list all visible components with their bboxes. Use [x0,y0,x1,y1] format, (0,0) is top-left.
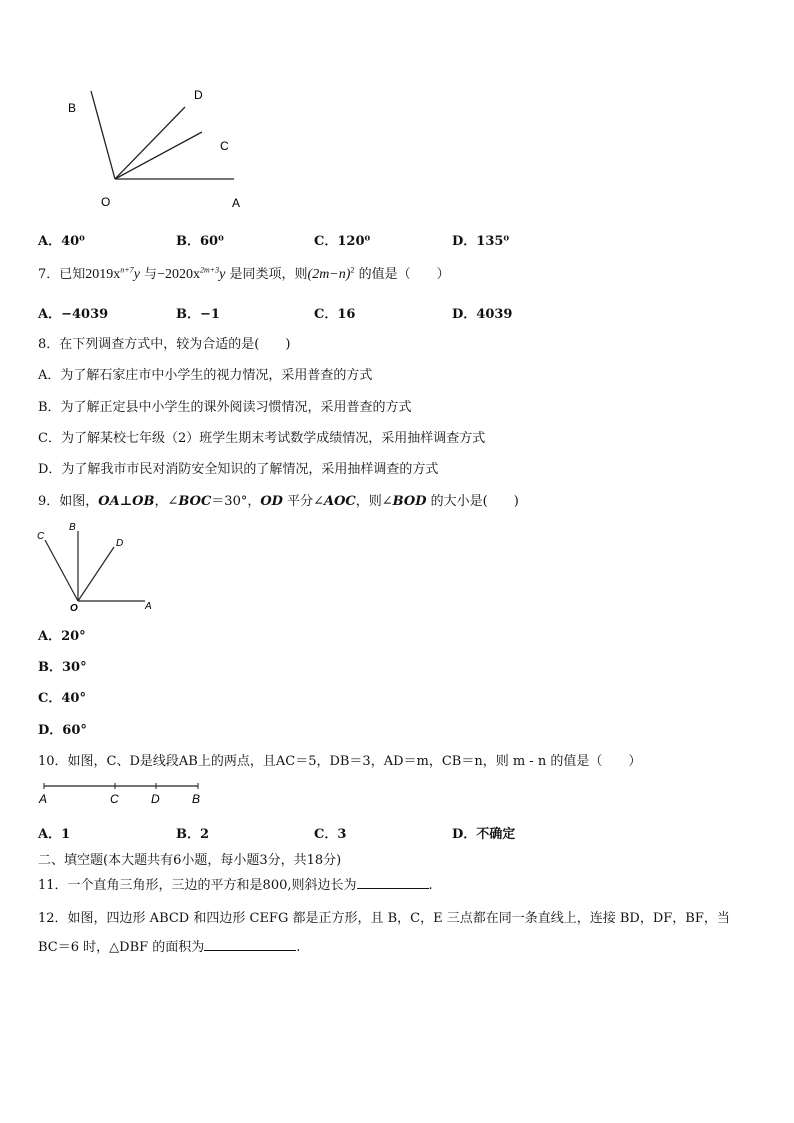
label-o: O [70,603,78,614]
q7-option-d[interactable]: D．4039 [452,307,513,322]
ray-oc [115,132,202,179]
q6-option-d[interactable]: D．135⁰ [452,234,510,249]
ray-oc [45,540,78,601]
label-d: D [194,88,203,102]
segment-figure [34,778,214,808]
q10-option-d[interactable]: D．不确定 [452,827,516,842]
q9-option-b[interactable]: B．30° [38,660,87,675]
q7-stem [38,263,450,283]
q8-option-b[interactable]: B．为了解正定县中小学生的课外阅读习惯情况，采用普查的方式 [38,400,412,415]
label-a: A [39,792,48,806]
q7-suffix: 是同类项，则 [229,267,308,282]
q10-option-b[interactable]: B．2 [176,827,210,842]
q12-line1: 12．如图，四边形 ABCD 和四边形 CEFG 都是正方形，且 B，C，E 三点都在同一条直线上，连接 BD，DF，BF，当 [38,911,730,926]
q11-stem: 11．一个直角三角形，三边的平方和是800,则斜边长为 . [38,878,433,893]
q7-mid: 与 [144,267,158,282]
angle-figure-1 [60,80,260,215]
q10-option-c[interactable]: C．3 [314,827,347,842]
label-c: C [110,792,119,806]
label-b: B [69,522,76,533]
label-d: D [116,538,124,549]
angle-figure-2 [30,515,165,615]
q9-option-c[interactable]: C．40° [38,691,86,706]
q8-option-c[interactable]: C．为了解某校七年级（2）班学生期末考试数学成绩情况，采用抽样调查方式 [38,431,486,446]
q8-stem: 8．在下列调查方式中，较为合适的是( ) [38,337,291,352]
label-o: O [101,195,111,209]
q7-end: 的值是（ ） [358,267,450,282]
q7-term1: $2019x^{n+7}y$ [85,265,140,282]
q7-option-a[interactable]: A．−4039 [38,307,109,322]
q6-option-a[interactable]: A．40⁰ [38,234,85,249]
q7-expr: $(2m-n)^2$ [307,265,355,282]
label-d: D [151,792,160,806]
label-a: A [232,196,241,210]
label-c: C [37,531,45,542]
q8-option-d[interactable]: D．为了解我市市民对消防安全知识的了解情况，采用抽样调查的方式 [38,462,439,477]
q6-option-b[interactable]: B．60⁰ [176,234,224,249]
section-title: 二、填空题(本大题共有6小题，每小题3分，共18分) [38,853,342,868]
q10-stem: 10．如图，C、D是线段AB上的两点，且AC＝5，DB＝3，AD＝m，CB＝n，则 m - n 的值是（ ） [38,754,642,769]
q11-answer-blank[interactable] [357,876,429,889]
q7-prefix: 7．已知 [38,267,86,282]
q9-stem: 9．如图，OA⊥OB，∠BOC＝30°，OD 平分∠AOC，则∠BOD 的大小是( ) [38,494,519,509]
ray-od [115,107,185,179]
q12-answer-blank[interactable] [204,938,296,951]
q10-option-a[interactable]: A．1 [38,827,71,842]
ray-ob [91,91,115,179]
q12-line2: BC＝6 时，△DBF 的面积为 . [38,940,301,955]
q7-option-c[interactable]: C．16 [314,307,356,322]
label-a: A [145,601,152,612]
q9-option-d[interactable]: D．60° [38,723,87,738]
q8-option-a[interactable]: A．为了解石家庄市中小学生的视力情况，采用普查的方式 [38,368,373,383]
q9-option-a[interactable]: A．20° [38,629,86,644]
label-b: B [192,792,201,806]
q6-option-c[interactable]: C．120⁰ [314,234,371,249]
label-c: C [220,139,229,153]
q7-option-b[interactable]: B．−1 [176,307,220,322]
ray-od [78,547,114,601]
q7-term2: $-2020x^{2m+3}y$ [157,265,226,282]
label-b: B [68,101,77,115]
